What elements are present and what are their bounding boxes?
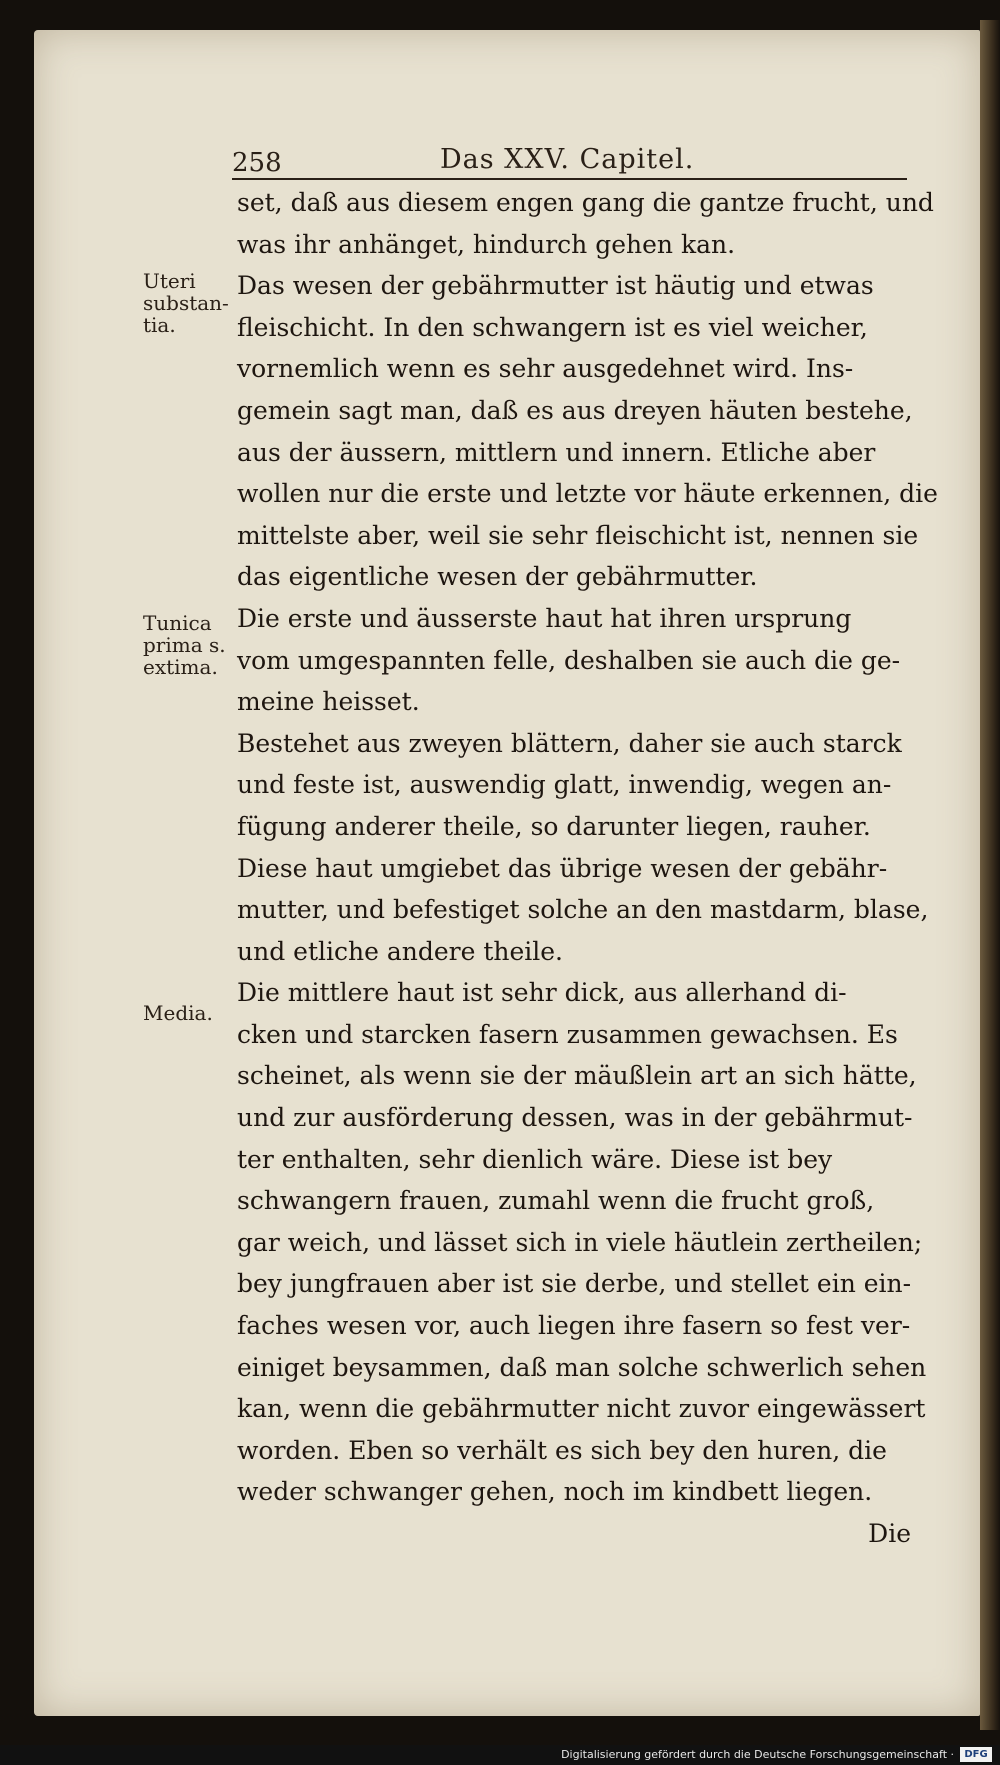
text-line: einiget beysammen, daß man solche schwerlich sehen <box>237 1352 927 1382</box>
text-line: scheinet, als wenn sie der mäußlein art an sich hätte, <box>237 1061 917 1091</box>
text-line: vornemlich wenn es sehr ausgedehnet wird. Ins- <box>237 354 854 384</box>
text-line: mutter, und befestiget solche an den mastdarm, blase, <box>237 895 929 925</box>
text-line: bey jungfrauen aber ist sie derbe, und stellet ein ein- <box>237 1269 912 1299</box>
text-line: kan, wenn die gebährmutter nicht zuvor eingewässert <box>237 1394 926 1424</box>
page-number: 258 <box>232 148 282 178</box>
text-line: Die erste und äusserste haut hat ihren ursprung <box>237 603 852 633</box>
text-line: das eigentliche wesen der gebährmutter. <box>237 562 758 592</box>
text-line: schwangern frauen, zumahl wenn die frucht groß, <box>237 1186 875 1216</box>
text-line: und feste ist, auswendig glatt, inwendig, wegen an- <box>237 770 892 800</box>
text-line: Das wesen der gebährmutter ist häutig und etwas <box>237 271 874 301</box>
body-text <box>237 182 938 1555</box>
text-line: Bestehet aus zweyen blättern, daher sie auch starck <box>237 728 902 758</box>
book-edge <box>980 20 1000 1730</box>
text-line: vom umgespannten felle, deshalben sie auch die ge- <box>237 645 901 675</box>
text-line: was ihr anhänget, hindurch gehen kan. <box>237 229 736 259</box>
text-line: worden. Eben so verhält es sich bey den huren, die <box>237 1435 887 1465</box>
footer-credit: Digitalisierung gefördert durch die Deutsche Forschungsgemeinschaft · <box>561 1748 954 1761</box>
text-line: meine heisset. <box>237 687 420 717</box>
text-line: gar weich, und lässet sich in viele häutlein zertheilen; <box>237 1227 923 1257</box>
text-line: Diese haut umgiebet das übrige wesen der gebähr- <box>237 853 888 883</box>
text-line: und etliche andere theile. <box>237 936 564 966</box>
text-line: aus der äussern, mittlern und innern. Etliche aber <box>237 437 876 467</box>
text-line: ter enthalten, sehr dienlich wäre. Diese ist bey <box>237 1144 833 1174</box>
marginal-note-media: Media. <box>143 1001 213 1025</box>
text-line: mittelste aber, weil sie sehr fleischicht ist, nennen sie <box>237 520 919 550</box>
text-line: Die mittlere haut ist sehr dick, aus allerhand di- <box>237 978 847 1008</box>
header-rule <box>232 178 907 180</box>
marginal-note-uteri-substantia: Uteri substan- tia. <box>143 269 229 337</box>
text-line: faches wesen vor, auch liegen ihre fasern so fest ver- <box>237 1311 911 1341</box>
text-line: gemein sagt man, daß es aus dreyen häuten bestehe, <box>237 395 913 425</box>
text-line: weder schwanger gehen, noch im kindbett liegen. <box>237 1477 873 1507</box>
text-line: fleischicht. In den schwangern ist es viel weicher, <box>237 312 868 342</box>
text-line: fügung anderer theile, so darunter liegen, rauher. <box>237 811 871 841</box>
running-title: Das XXV. Capitel. <box>440 144 695 175</box>
marginal-note-tunica-prima: Tunica prima s. extima. <box>143 611 226 679</box>
text-line: wollen nur die erste und letzte vor häute erkennen, die <box>237 479 938 509</box>
dfg-logo-icon: DFG <box>960 1747 992 1762</box>
text-line: cken und starcken fasern zusammen gewachsen. Es <box>237 1019 898 1049</box>
catchword: Die <box>868 1519 911 1548</box>
text-line: und zur ausförderung dessen, was in der gebährmut- <box>237 1103 913 1133</box>
text-line: set, daß aus diesem engen gang die gantze frucht, und <box>237 188 934 217</box>
